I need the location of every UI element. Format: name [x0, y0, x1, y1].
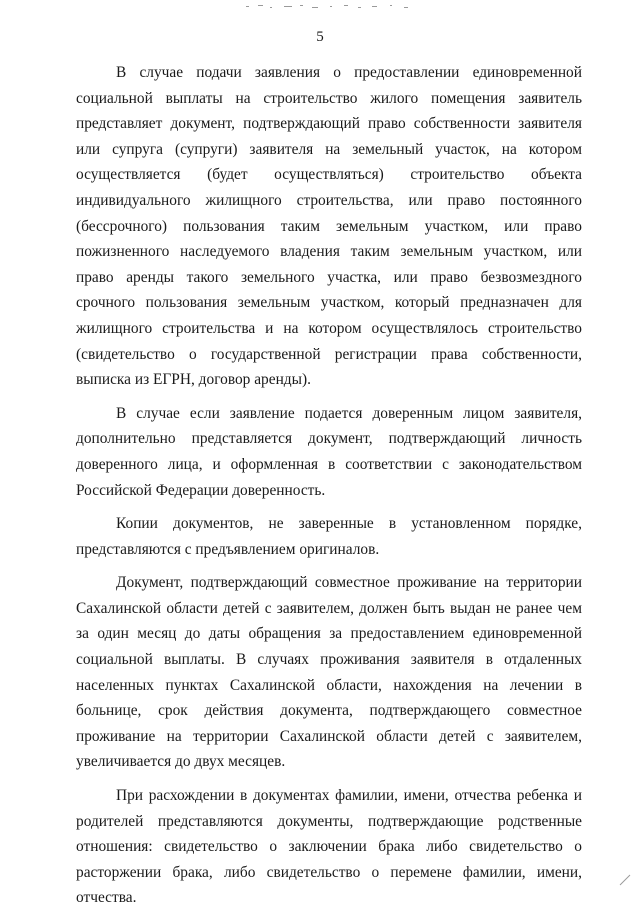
paragraph-cohabitation: Документ, подтверждающий совместное проживание на территории Сахалинской области детей с заявителем, должен быть выдан не ранее чем за один месяц до даты обращения за предоставлением единовременной социальной выплаты. В случаях проживания заявителя в отдаленных населенных пунктах Сахалинской области, нахождения на лечении в больнице, срок действия документа, подтверждающего совместное проживание на территории Сахалинской области детей с заявителем, увеличивается до двух месяцев.	[76, 574, 582, 771]
scan-artifact	[240, 2, 420, 12]
paragraph-name-discrepancy: При расхождении в документах фамилии, имени, отчества ребенка и родителей представляются документы, подтверждающие родственные отношения: свидетельство о заключении брака либо свидетельство о расторжении брака, либо свидетельство о перемене фамилии, имени, отчества.	[76, 787, 582, 907]
paragraph-proxy: В случае если заявление подается доверенным лицом заявителя, дополнительно представляется документ, подтверждающий личность доверенного лица, и оформленная в соответствии с законодательством Российской Федерации доверенность.	[76, 404, 582, 499]
page-number: 5	[316, 29, 324, 45]
scan-edge-mark	[618, 873, 632, 887]
paragraph-land-rights: В случае подачи заявления о предоставлении единовременной социальной выплаты на строительство жилого помещения заявитель представляет документ, подтверждающий право собственности заявителя или супруга (супруги) заявителя на земельный участок, на котором осуществляется (будет осуществляться) строительство объекта индивидуального жилищного строительства, или право постоянного (бессрочного) пользования таким земельным участком, или право пожизненного наследуемого владения таким земельным участком, или право аренды такого земельного участка, или право безвозмездного срочного пользования земельным участком, который предназначен для жилищного строительства и на котором осуществлялось строительство (свидетельство о государственной регистрации права собственности, выписка из ЕГРН, договор аренды).	[76, 64, 582, 389]
document-body	[76, 60, 582, 911]
paragraph-copies: Копии документов, не заверенные в установленном порядке, представляются с предъявлением оригиналов.	[76, 515, 582, 558]
